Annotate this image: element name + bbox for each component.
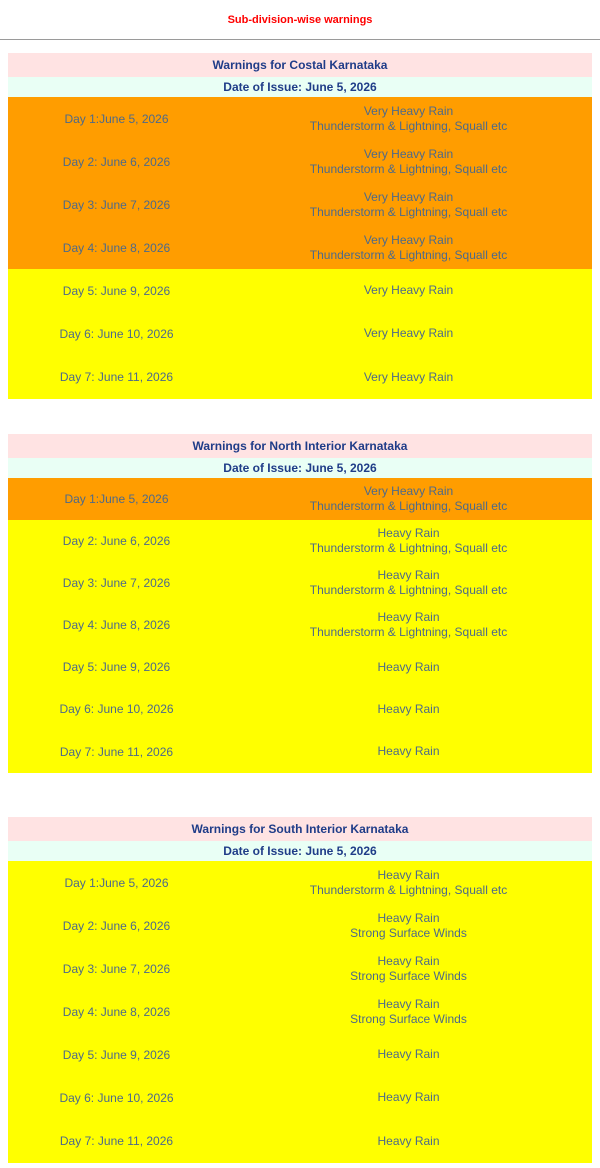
warning-row bbox=[8, 1033, 592, 1076]
warning-row bbox=[8, 562, 592, 604]
warning-row bbox=[8, 688, 592, 730]
warning-text bbox=[225, 484, 592, 514]
warning-line: Thunderstorm & Lightning, Squall etc bbox=[309, 161, 508, 176]
section-title: Warnings for North Interior Karnataka bbox=[8, 434, 592, 458]
issue-date: Date of Issue: June 5, 2026 bbox=[8, 77, 592, 97]
warning-line: Heavy Rain bbox=[377, 526, 440, 540]
day-label: Day 7: June 11, 2026 bbox=[59, 744, 174, 759]
warning-text bbox=[225, 1047, 592, 1062]
warning-row bbox=[8, 478, 592, 520]
warning-row bbox=[8, 646, 592, 688]
warning-text bbox=[225, 702, 592, 717]
warning-row bbox=[8, 97, 592, 140]
page-title: Sub-division-wise warnings bbox=[0, 0, 600, 40]
issue-date: Date of Issue: June 5, 2026 bbox=[8, 841, 592, 861]
warning-line: Very Heavy Rain bbox=[363, 484, 454, 498]
warning-row bbox=[8, 990, 592, 1033]
warning-line: Heavy Rain bbox=[377, 659, 440, 674]
day-label: Day 1:June 5, 2026 bbox=[64, 492, 169, 506]
warning-line: Strong Surface Winds bbox=[350, 968, 467, 983]
warning-line: Heavy Rain bbox=[377, 867, 440, 882]
warning-text bbox=[225, 283, 592, 298]
warning-line: Thunderstorm & Lightning, Squall etc bbox=[309, 882, 508, 897]
warning-line: Thunderstorm & Lightning, Squall etc bbox=[309, 625, 508, 639]
warning-line: Thunderstorm & Lightning, Squall etc bbox=[309, 118, 508, 133]
section-title: Warnings for South Interior Karnataka bbox=[8, 817, 592, 841]
warning-line: Very Heavy Rain bbox=[363, 232, 454, 247]
warning-line: Heavy Rain bbox=[377, 568, 440, 582]
issue-date: Date of Issue: June 5, 2026 bbox=[8, 458, 592, 478]
day-label: Day 6: June 10, 2026 bbox=[59, 702, 174, 716]
day-label: Day 5: June 9, 2026 bbox=[62, 283, 171, 298]
warning-rows bbox=[8, 861, 592, 1163]
warning-row bbox=[8, 904, 592, 947]
warning-text bbox=[225, 1134, 592, 1149]
warning-row bbox=[8, 520, 592, 562]
day-label: Day 7: June 11, 2026 bbox=[59, 370, 174, 384]
warning-text bbox=[225, 104, 592, 134]
warning-text bbox=[225, 526, 592, 556]
warning-row bbox=[8, 226, 592, 269]
warnings-section-south-interior-karnataka bbox=[8, 817, 592, 1163]
warning-row bbox=[8, 861, 592, 904]
warning-line: Heavy Rain bbox=[377, 910, 440, 925]
warning-row bbox=[8, 269, 592, 312]
day-label: Day 2: June 6, 2026 bbox=[62, 534, 171, 548]
warning-line: Heavy Rain bbox=[377, 953, 440, 968]
warning-text bbox=[225, 954, 592, 984]
day-label: Day 4: June 8, 2026 bbox=[62, 1004, 171, 1019]
warning-line: Thunderstorm & Lightning, Squall etc bbox=[309, 247, 508, 262]
day-label: Day 4: June 8, 2026 bbox=[62, 618, 171, 632]
warning-line: Strong Surface Winds bbox=[350, 925, 467, 940]
day-label: Day 2: June 6, 2026 bbox=[62, 918, 171, 933]
warning-text bbox=[225, 568, 592, 598]
warning-rows bbox=[8, 97, 592, 399]
day-label: Day 1:June 5, 2026 bbox=[64, 875, 169, 890]
warning-line: Thunderstorm & Lightning, Squall etc bbox=[309, 583, 508, 597]
warning-row bbox=[8, 312, 592, 355]
warning-line: Heavy Rain bbox=[377, 610, 440, 624]
warning-line: Very Heavy Rain bbox=[363, 189, 454, 204]
warning-text bbox=[225, 911, 592, 941]
warning-line: Heavy Rain bbox=[377, 1133, 440, 1148]
warning-row bbox=[8, 604, 592, 646]
day-label: Day 4: June 8, 2026 bbox=[62, 240, 171, 255]
warning-line: Thunderstorm & Lightning, Squall etc bbox=[309, 541, 508, 555]
warning-rows bbox=[8, 478, 592, 773]
warning-text bbox=[225, 868, 592, 898]
warnings-section-costal-karnataka bbox=[8, 53, 592, 399]
day-label: Day 6: June 10, 2026 bbox=[59, 326, 174, 341]
warning-line: Very Heavy Rain bbox=[363, 326, 454, 340]
day-label: Day 7: June 11, 2026 bbox=[59, 1134, 174, 1148]
warning-row bbox=[8, 730, 592, 773]
day-label: Day 3: June 7, 2026 bbox=[62, 961, 171, 976]
warning-line: Very Heavy Rain bbox=[363, 146, 454, 161]
day-label: Day 3: June 7, 2026 bbox=[62, 197, 171, 212]
warning-row bbox=[8, 140, 592, 183]
warning-line: Very Heavy Rain bbox=[363, 283, 454, 297]
section-title: Warnings for Costal Karnataka bbox=[8, 53, 592, 77]
warning-text bbox=[225, 370, 592, 385]
day-label: Day 3: June 7, 2026 bbox=[62, 576, 171, 590]
warning-text bbox=[225, 1090, 592, 1105]
warning-line: Very Heavy Rain bbox=[363, 103, 454, 118]
day-label: Day 6: June 10, 2026 bbox=[59, 1090, 174, 1105]
warning-line: Thunderstorm & Lightning, Squall etc bbox=[309, 499, 508, 513]
warning-row bbox=[8, 183, 592, 226]
warning-text bbox=[225, 997, 592, 1027]
warning-line: Heavy Rain bbox=[377, 744, 440, 758]
warning-row bbox=[8, 947, 592, 990]
warning-row bbox=[8, 355, 592, 399]
warning-row bbox=[8, 1076, 592, 1119]
warning-text bbox=[225, 190, 592, 220]
warning-line: Heavy Rain bbox=[377, 996, 440, 1011]
warning-text bbox=[225, 147, 592, 177]
warning-line: Heavy Rain bbox=[377, 701, 440, 716]
day-label: Day 2: June 6, 2026 bbox=[62, 154, 171, 169]
warning-line: Heavy Rain bbox=[377, 1047, 440, 1061]
day-label: Day 5: June 9, 2026 bbox=[62, 1047, 171, 1062]
warning-line: Heavy Rain bbox=[377, 1090, 440, 1104]
warning-line: Strong Surface Winds bbox=[350, 1011, 467, 1026]
warning-text bbox=[225, 660, 592, 675]
warning-text bbox=[225, 326, 592, 341]
day-label: Day 5: June 9, 2026 bbox=[62, 660, 171, 674]
warnings-section-north-interior-karnataka bbox=[8, 434, 592, 773]
warning-line: Thunderstorm & Lightning, Squall etc bbox=[309, 204, 508, 219]
warning-line: Very Heavy Rain bbox=[363, 369, 454, 384]
warning-text bbox=[225, 744, 592, 759]
warning-text bbox=[225, 610, 592, 640]
warning-row bbox=[8, 1119, 592, 1163]
warning-text bbox=[225, 233, 592, 263]
day-label: Day 1:June 5, 2026 bbox=[64, 111, 169, 126]
